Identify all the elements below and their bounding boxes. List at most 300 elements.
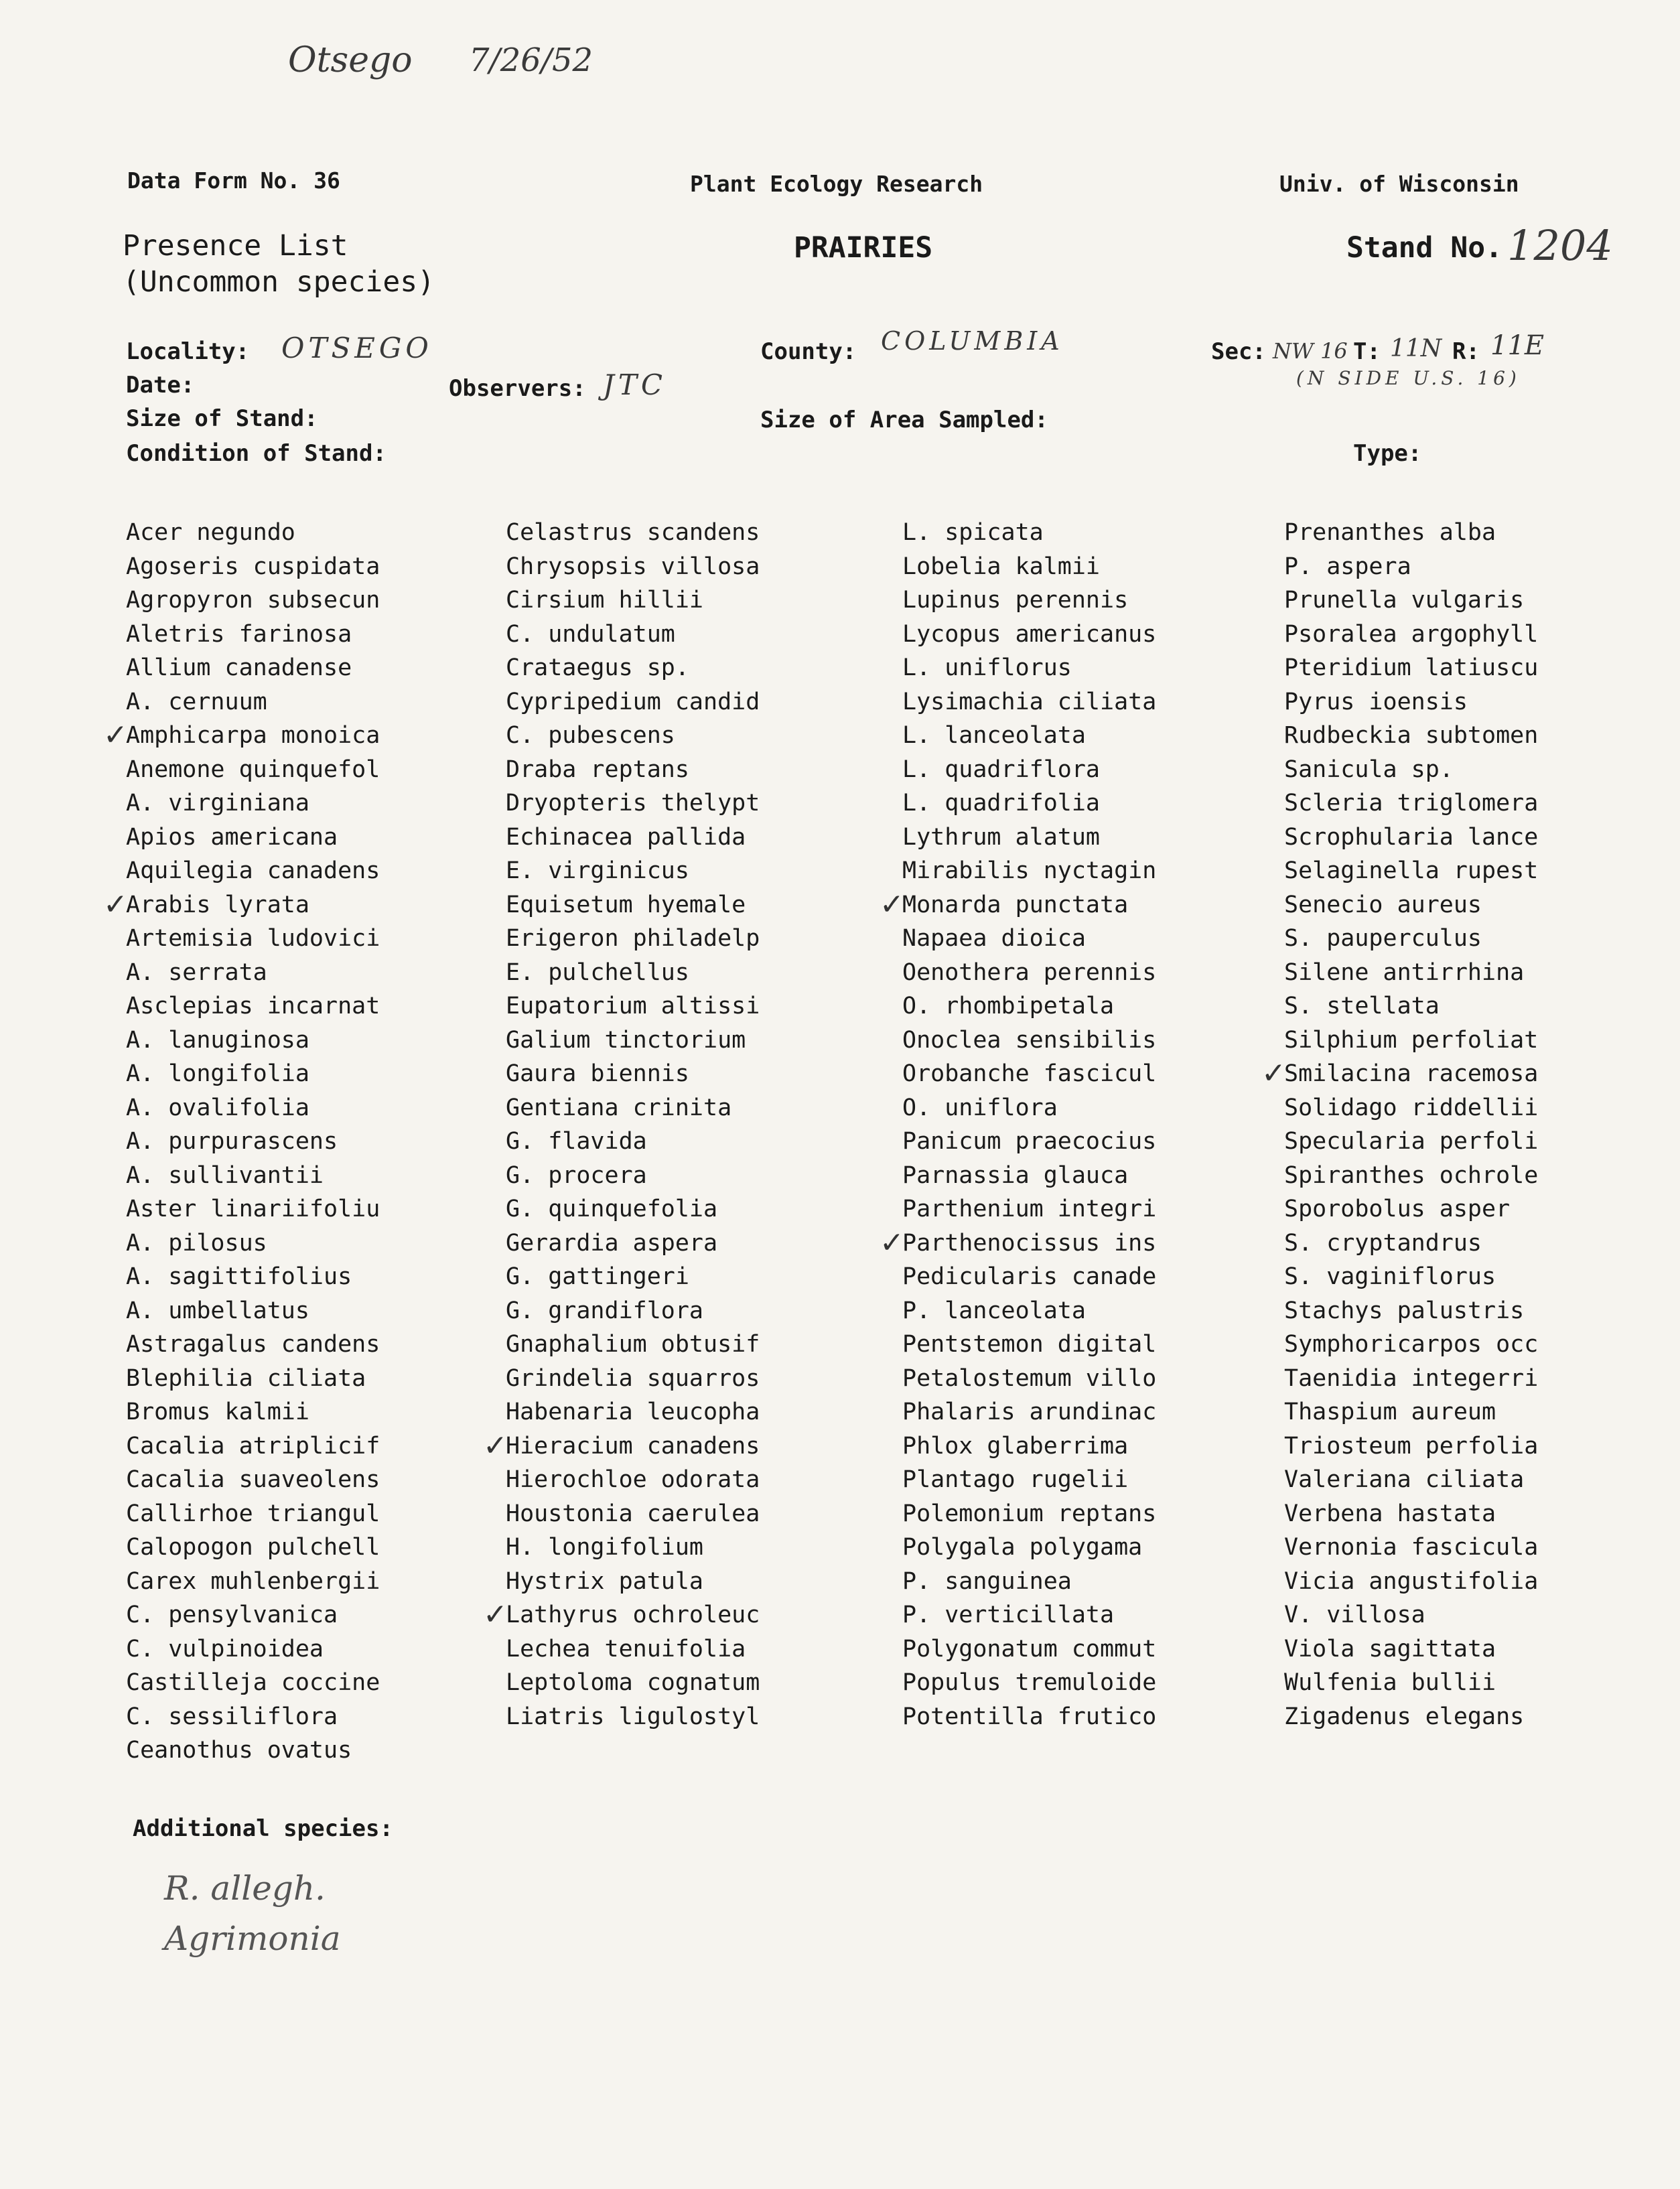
species-entry (1284, 1463, 1673, 1497)
species-entry (902, 1159, 1291, 1193)
species-entry (506, 1226, 894, 1261)
species-name: Viola sagittata (1284, 1635, 1496, 1663)
species-name: Taenidia integerri (1284, 1364, 1539, 1392)
species-name: Sanicula sp. (1284, 756, 1454, 783)
species-name: Thaspium aureum (1284, 1399, 1496, 1425)
species-name: Phalaris arundinac (902, 1399, 1157, 1425)
species-name: L. quadriflora (902, 756, 1101, 783)
species-name: E. pulchellus (506, 959, 689, 986)
species-name: Agoseris cuspidata (126, 553, 380, 580)
species-name: Artemisia ludovici (126, 925, 380, 952)
species-entry (126, 1260, 514, 1294)
species-name: Selaginella rupest (1284, 857, 1539, 884)
species-name: Pyrus ioensis (1284, 688, 1468, 715)
species-name: Cypripedium candid (506, 688, 760, 715)
species-name: A. longifolia (126, 1060, 309, 1087)
species-entry (126, 1328, 514, 1362)
species-entry (902, 1429, 1291, 1464)
species-name: O. uniflora (902, 1094, 1058, 1121)
species-name: Pentstemon digital (902, 1331, 1157, 1358)
species-name: L. spicata (902, 519, 1044, 546)
species-entry (1284, 1260, 1673, 1294)
species-entry (1284, 1531, 1673, 1565)
species-entry (506, 516, 894, 550)
species-name: Stachys palustris (1284, 1297, 1525, 1324)
species-entry (902, 1192, 1291, 1226)
species-entry (103, 887, 514, 922)
species-column-2 (483, 516, 894, 1734)
species-entry (506, 1091, 894, 1125)
species-name: Lythrum alatum (902, 823, 1101, 851)
species-name: Agropyron subsecun (126, 587, 380, 614)
species-name: Petalostemum villo (902, 1364, 1157, 1392)
species-entry (902, 1463, 1291, 1497)
species-entry (902, 651, 1291, 685)
species-entry (506, 1463, 894, 1497)
species-entry (483, 1428, 894, 1464)
species-name: Aletris farinosa (126, 620, 352, 648)
species-entry (902, 1700, 1291, 1734)
condition-label: Condition of Stand: (126, 440, 387, 467)
species-entry (1284, 1395, 1673, 1429)
check-mark-icon: ✓ (103, 887, 128, 922)
species-entry (506, 618, 894, 652)
species-entry (1284, 753, 1673, 787)
species-name: Silene antirrhina (1284, 959, 1525, 986)
species-name: Solidago riddellii (1284, 1094, 1539, 1121)
species-entry (506, 583, 894, 618)
species-name: Napaea dioica (902, 925, 1086, 952)
species-name: Rudbeckia subtomen (1284, 722, 1539, 749)
species-entry (1284, 1125, 1673, 1159)
species-entry (506, 786, 894, 821)
range-value: 11E (1490, 330, 1545, 361)
species-name: Leptoloma cognatum (506, 1669, 760, 1696)
species-entry (1284, 1565, 1673, 1599)
species-entry (126, 1700, 514, 1734)
species-entry (1284, 1226, 1673, 1261)
size-of-stand-label: Size of Stand: (126, 405, 318, 432)
species-name: V. villosa (1284, 1602, 1425, 1628)
county-value: COLUMBIA (881, 326, 1064, 356)
observers-label: Observers: (449, 375, 586, 402)
species-entry (506, 753, 894, 787)
species-entry (126, 1531, 514, 1565)
species-name: Polygala polygama (902, 1534, 1143, 1561)
locality-value: OTSEGO (281, 332, 433, 364)
species-entry (506, 1023, 894, 1058)
species-name: Astragalus candens (126, 1331, 380, 1358)
university: Univ. of Wisconsin (1279, 171, 1519, 197)
species-name: Specularia perfoli (1284, 1128, 1539, 1155)
species-name: A. virginiana (126, 790, 309, 817)
species-entry (902, 1057, 1291, 1091)
species-entry (506, 550, 894, 584)
species-entry (902, 583, 1291, 618)
species-entry (902, 1565, 1291, 1599)
species-entry (902, 719, 1291, 753)
species-name: Polygonatum commut (902, 1635, 1157, 1663)
species-name: Lysimachia ciliata (902, 688, 1157, 715)
species-entry (126, 1159, 514, 1193)
species-entry (1284, 854, 1673, 888)
species-name: Erigeron philadelp (506, 925, 760, 952)
species-name: Grindelia squarros (506, 1364, 760, 1392)
species-entry (126, 1395, 514, 1429)
species-entry (506, 1666, 894, 1700)
form-number: Data Form No. 36 (127, 167, 340, 194)
species-name: Hierochloe odorata (506, 1466, 760, 1493)
species-entry (126, 956, 514, 990)
species-entry (126, 516, 514, 550)
species-entry (506, 1362, 894, 1396)
size-of-area-label: Size of Area Sampled: (760, 407, 1048, 433)
species-name: Gentiana crinita (506, 1094, 732, 1121)
species-entry (902, 1666, 1291, 1700)
species-name: Symphoricarpos occ (1284, 1331, 1539, 1358)
species-name: Celastrus scandens (506, 519, 760, 546)
species-name: Pedicularis canade (902, 1263, 1157, 1290)
species-entry (506, 719, 894, 753)
species-entry (126, 821, 514, 855)
species-name: P. aspera (1284, 553, 1411, 580)
species-name: Carex muhlenbergii (126, 1567, 380, 1595)
species-entry (902, 753, 1291, 787)
species-entry (506, 1057, 894, 1091)
species-name: Vicia angustifolia (1284, 1567, 1539, 1595)
species-name: Zigadenus elegans (1284, 1703, 1525, 1730)
species-entry (126, 1497, 514, 1531)
species-entry (1284, 989, 1673, 1023)
species-entry (1284, 1023, 1673, 1058)
species-name: Gnaphalium obtusif (506, 1331, 760, 1358)
species-entry (506, 1531, 894, 1565)
list-title: Presence List (123, 229, 348, 263)
species-name: Populus tremuloide (902, 1669, 1157, 1696)
species-entry (902, 1362, 1291, 1396)
species-name: Triosteum perfolia (1284, 1432, 1539, 1460)
species-entry (126, 1023, 514, 1058)
species-entry (506, 956, 894, 990)
species-name: Lycopus americanus (902, 620, 1157, 648)
species-entry (880, 1225, 1291, 1261)
species-entry (126, 1294, 514, 1328)
check-mark-icon: ✓ (1261, 1056, 1286, 1090)
species-entry (902, 956, 1291, 990)
species-entry (506, 854, 894, 888)
species-name: Phlox glaberrima (902, 1432, 1129, 1460)
check-mark-icon: ✓ (103, 718, 128, 752)
species-name: Cacalia atriplicif (126, 1432, 380, 1460)
species-entry (1284, 1192, 1673, 1226)
species-name: Callirhoe triangul (126, 1500, 380, 1527)
range-label: R: (1452, 338, 1480, 365)
species-entry (126, 583, 514, 618)
species-entry (126, 854, 514, 888)
species-name: Prenanthes alba (1284, 519, 1496, 546)
species-name: Onoclea sensibilis (902, 1026, 1157, 1054)
species-entry (103, 718, 514, 753)
species-name: G. procera (506, 1161, 647, 1189)
species-name: Blephilia ciliata (126, 1364, 366, 1392)
county-label: County: (760, 338, 857, 365)
species-name: Valeriana ciliata (1284, 1466, 1525, 1493)
species-entry (506, 1700, 894, 1734)
species-name: Ceanothus ovatus (126, 1737, 352, 1764)
species-entry (506, 1260, 894, 1294)
species-entry (1284, 922, 1673, 956)
species-name: Eupatorium altissi (506, 993, 760, 1019)
species-name: Bromus kalmii (126, 1399, 309, 1425)
species-entry (126, 1362, 514, 1396)
section-title: PRAIRIES (794, 231, 933, 265)
species-column-3 (880, 516, 1291, 1734)
organization: Plant Ecology Research (690, 171, 983, 197)
species-name: Potentilla frutico (902, 1703, 1157, 1730)
species-name: Lechea tenuifolia (506, 1635, 746, 1663)
species-entry (506, 888, 894, 922)
species-entry (1284, 1632, 1673, 1667)
species-entry (902, 1091, 1291, 1125)
species-entry (902, 989, 1291, 1023)
species-entry (1284, 719, 1673, 753)
species-entry (902, 1125, 1291, 1159)
location-note: (N SIDE U.S. 16) (1296, 367, 1521, 389)
species-name: Draba reptans (506, 756, 689, 783)
species-name: C. undulatum (506, 620, 675, 648)
species-entry (506, 922, 894, 956)
species-entry (1284, 685, 1673, 719)
species-name: P. lanceolata (902, 1297, 1086, 1324)
species-entry (483, 1598, 894, 1632)
species-entry (902, 685, 1291, 719)
species-name: Arabis lyrata (126, 891, 309, 918)
type-label: Type: (1353, 440, 1422, 467)
species-entry (126, 1192, 514, 1226)
species-entry (126, 1125, 514, 1159)
species-entry (1284, 1700, 1673, 1734)
species-name: Aquilegia canadens (126, 857, 380, 884)
species-name: O. rhombipetala (902, 993, 1115, 1019)
species-name: Apios americana (126, 823, 338, 851)
species-entry (902, 1395, 1291, 1429)
stand-label: Stand No. (1346, 231, 1502, 265)
species-name: Allium canadense (126, 654, 352, 681)
species-entry (902, 821, 1291, 855)
species-name: Lupinus perennis (902, 587, 1129, 614)
species-name: Liatris ligulostyl (506, 1703, 760, 1730)
species-name: Gaura biennis (506, 1060, 689, 1087)
species-entry (1284, 1497, 1673, 1531)
species-name: G. flavida (506, 1128, 647, 1155)
species-name: E. virginicus (506, 857, 689, 884)
species-name: Vernonia fascicula (1284, 1534, 1539, 1561)
species-name: Parnassia glauca (902, 1161, 1129, 1189)
species-entry (506, 1497, 894, 1531)
species-name: Parthenocissus ins (902, 1229, 1157, 1257)
species-entry (1284, 1294, 1673, 1328)
species-entry (1284, 956, 1673, 990)
species-entry (902, 1260, 1291, 1294)
species-entry (902, 516, 1291, 550)
species-name: S. stellata (1284, 993, 1440, 1019)
species-entry (902, 618, 1291, 652)
species-name: Anemone quinquefol (126, 756, 380, 783)
species-entry (506, 651, 894, 685)
check-mark-icon: ✓ (483, 1428, 508, 1463)
additional-species-label: Additional species: (133, 1815, 393, 1842)
species-name: Silphium perfoliat (1284, 1026, 1539, 1054)
species-name: G. quinquefolia (506, 1196, 718, 1222)
species-entry (1284, 821, 1673, 855)
species-entry (126, 550, 514, 584)
species-name: Amphicarpa monoica (126, 722, 380, 749)
species-entry (902, 1531, 1291, 1565)
species-entry (126, 651, 514, 685)
species-entry (126, 618, 514, 652)
species-entry (126, 1598, 514, 1632)
check-mark-icon: ✓ (483, 1598, 508, 1632)
species-name: Echinacea pallida (506, 823, 746, 851)
species-entry (902, 1294, 1291, 1328)
species-name: S. cryptandrus (1284, 1229, 1482, 1257)
sec-value: NW 16 (1273, 338, 1348, 364)
species-entry (1284, 786, 1673, 821)
species-column-4 (1261, 516, 1673, 1734)
species-entry (506, 1328, 894, 1362)
list-subtitle: (Uncommon species) (123, 265, 435, 299)
species-entry (1284, 1598, 1673, 1632)
species-entry (1284, 1362, 1673, 1396)
species-name: Orobanche fascicul (902, 1060, 1157, 1087)
additional-species-entry: Agrimonia (164, 1919, 341, 1958)
species-name: A. sagittifolius (126, 1263, 352, 1290)
species-name: Chrysopsis villosa (506, 553, 760, 580)
species-entry (126, 786, 514, 821)
species-name: Oenothera perennis (902, 959, 1157, 986)
stand-number: 1204 (1507, 221, 1613, 270)
species-entry (1284, 1159, 1673, 1193)
species-name: P. sanguinea (902, 1567, 1072, 1595)
species-entry (902, 1023, 1291, 1058)
species-name: Castilleja coccine (126, 1669, 380, 1696)
species-name: G. grandiflora (506, 1297, 704, 1324)
species-name: Houstonia caerulea (506, 1500, 760, 1527)
species-name: P. verticillata (902, 1602, 1115, 1628)
species-entry (506, 1159, 894, 1193)
species-entry (902, 550, 1291, 584)
date-label: Date: (126, 372, 195, 399)
species-entry (902, 786, 1291, 821)
species-name: A. lanuginosa (126, 1026, 309, 1054)
species-entry (1284, 1666, 1673, 1700)
species-entry (126, 685, 514, 719)
species-name: Galium tinctorium (506, 1026, 746, 1054)
species-name: L. lanceolata (902, 722, 1086, 749)
species-name: C. vulpinoidea (126, 1635, 324, 1663)
species-entry (126, 1734, 514, 1768)
species-entry (506, 821, 894, 855)
species-name: Acer negundo (126, 519, 295, 546)
species-name: Asclepias incarnat (126, 993, 380, 1019)
species-name: C. pensylvanica (126, 1602, 338, 1628)
species-name: L. quadrifolia (902, 790, 1101, 817)
species-name: L. uniflorus (902, 654, 1072, 681)
species-name: Cacalia suaveolens (126, 1466, 380, 1493)
species-entry (880, 887, 1291, 922)
species-entry (126, 1565, 514, 1599)
species-name: A. sullivantii (126, 1161, 324, 1189)
species-entry (902, 1497, 1291, 1531)
species-entry (1284, 550, 1673, 584)
species-entry (902, 1328, 1291, 1362)
species-name: Plantago rugelii (902, 1466, 1129, 1493)
species-name: S. vaginiflorus (1284, 1263, 1496, 1290)
species-name: H. longifolium (506, 1534, 704, 1561)
township-label: T: (1353, 338, 1381, 365)
species-name: Equisetum hyemale (506, 891, 746, 918)
species-entry (902, 854, 1291, 888)
species-name: Polemonium reptans (902, 1500, 1157, 1527)
species-entry (126, 1226, 514, 1261)
species-name: Cirsium hillii (506, 587, 704, 614)
species-entry (126, 1666, 514, 1700)
species-entry (1261, 1056, 1673, 1091)
species-entry (902, 1632, 1291, 1667)
species-entry (506, 1632, 894, 1667)
township-value: 11N (1390, 335, 1442, 362)
species-name: Smilacina racemosa (1284, 1060, 1539, 1087)
species-name: Gerardia aspera (506, 1229, 718, 1257)
handwritten-place: Otsego (288, 40, 413, 80)
species-name: Dryopteris thelypt (506, 790, 760, 817)
species-entry (902, 922, 1291, 956)
species-name: Sporobolus asper (1284, 1196, 1511, 1222)
species-entry (126, 1091, 514, 1125)
species-name: A. purpurascens (126, 1128, 338, 1155)
locality-label: Locality: (126, 338, 250, 365)
species-name: G. gattingeri (506, 1263, 689, 1290)
species-name: A. serrata (126, 959, 267, 986)
species-name: A. umbellatus (126, 1297, 309, 1324)
species-name: Verbena hastata (1284, 1500, 1496, 1527)
species-entry (1284, 516, 1673, 550)
species-entry (506, 1192, 894, 1226)
species-name: Spiranthes ochrole (1284, 1161, 1539, 1189)
species-name: Hieracium canadens (506, 1432, 760, 1460)
species-name: Parthenium integri (902, 1196, 1157, 1222)
species-name: Senecio aureus (1284, 891, 1482, 918)
species-entry (506, 989, 894, 1023)
species-entry (126, 1463, 514, 1497)
species-name: Lathyrus ochroleuc (506, 1602, 760, 1628)
species-entry (506, 1565, 894, 1599)
species-name: S. pauperculus (1284, 925, 1482, 952)
species-entry (1284, 583, 1673, 618)
species-name: Wulfenia bullii (1284, 1669, 1496, 1696)
species-name: Scrophularia lance (1284, 823, 1539, 851)
species-entry (506, 685, 894, 719)
species-entry (126, 753, 514, 787)
species-name: Prunella vulgaris (1284, 587, 1525, 614)
check-mark-icon: ✓ (880, 1225, 904, 1260)
species-name: Habenaria leucopha (506, 1399, 760, 1425)
species-entry (126, 922, 514, 956)
species-name: Crataegus sp. (506, 654, 689, 681)
sec-label: Sec: (1211, 338, 1266, 365)
species-name: Monarda punctata (902, 891, 1129, 918)
species-name: Aster linariifoliu (126, 1196, 380, 1222)
